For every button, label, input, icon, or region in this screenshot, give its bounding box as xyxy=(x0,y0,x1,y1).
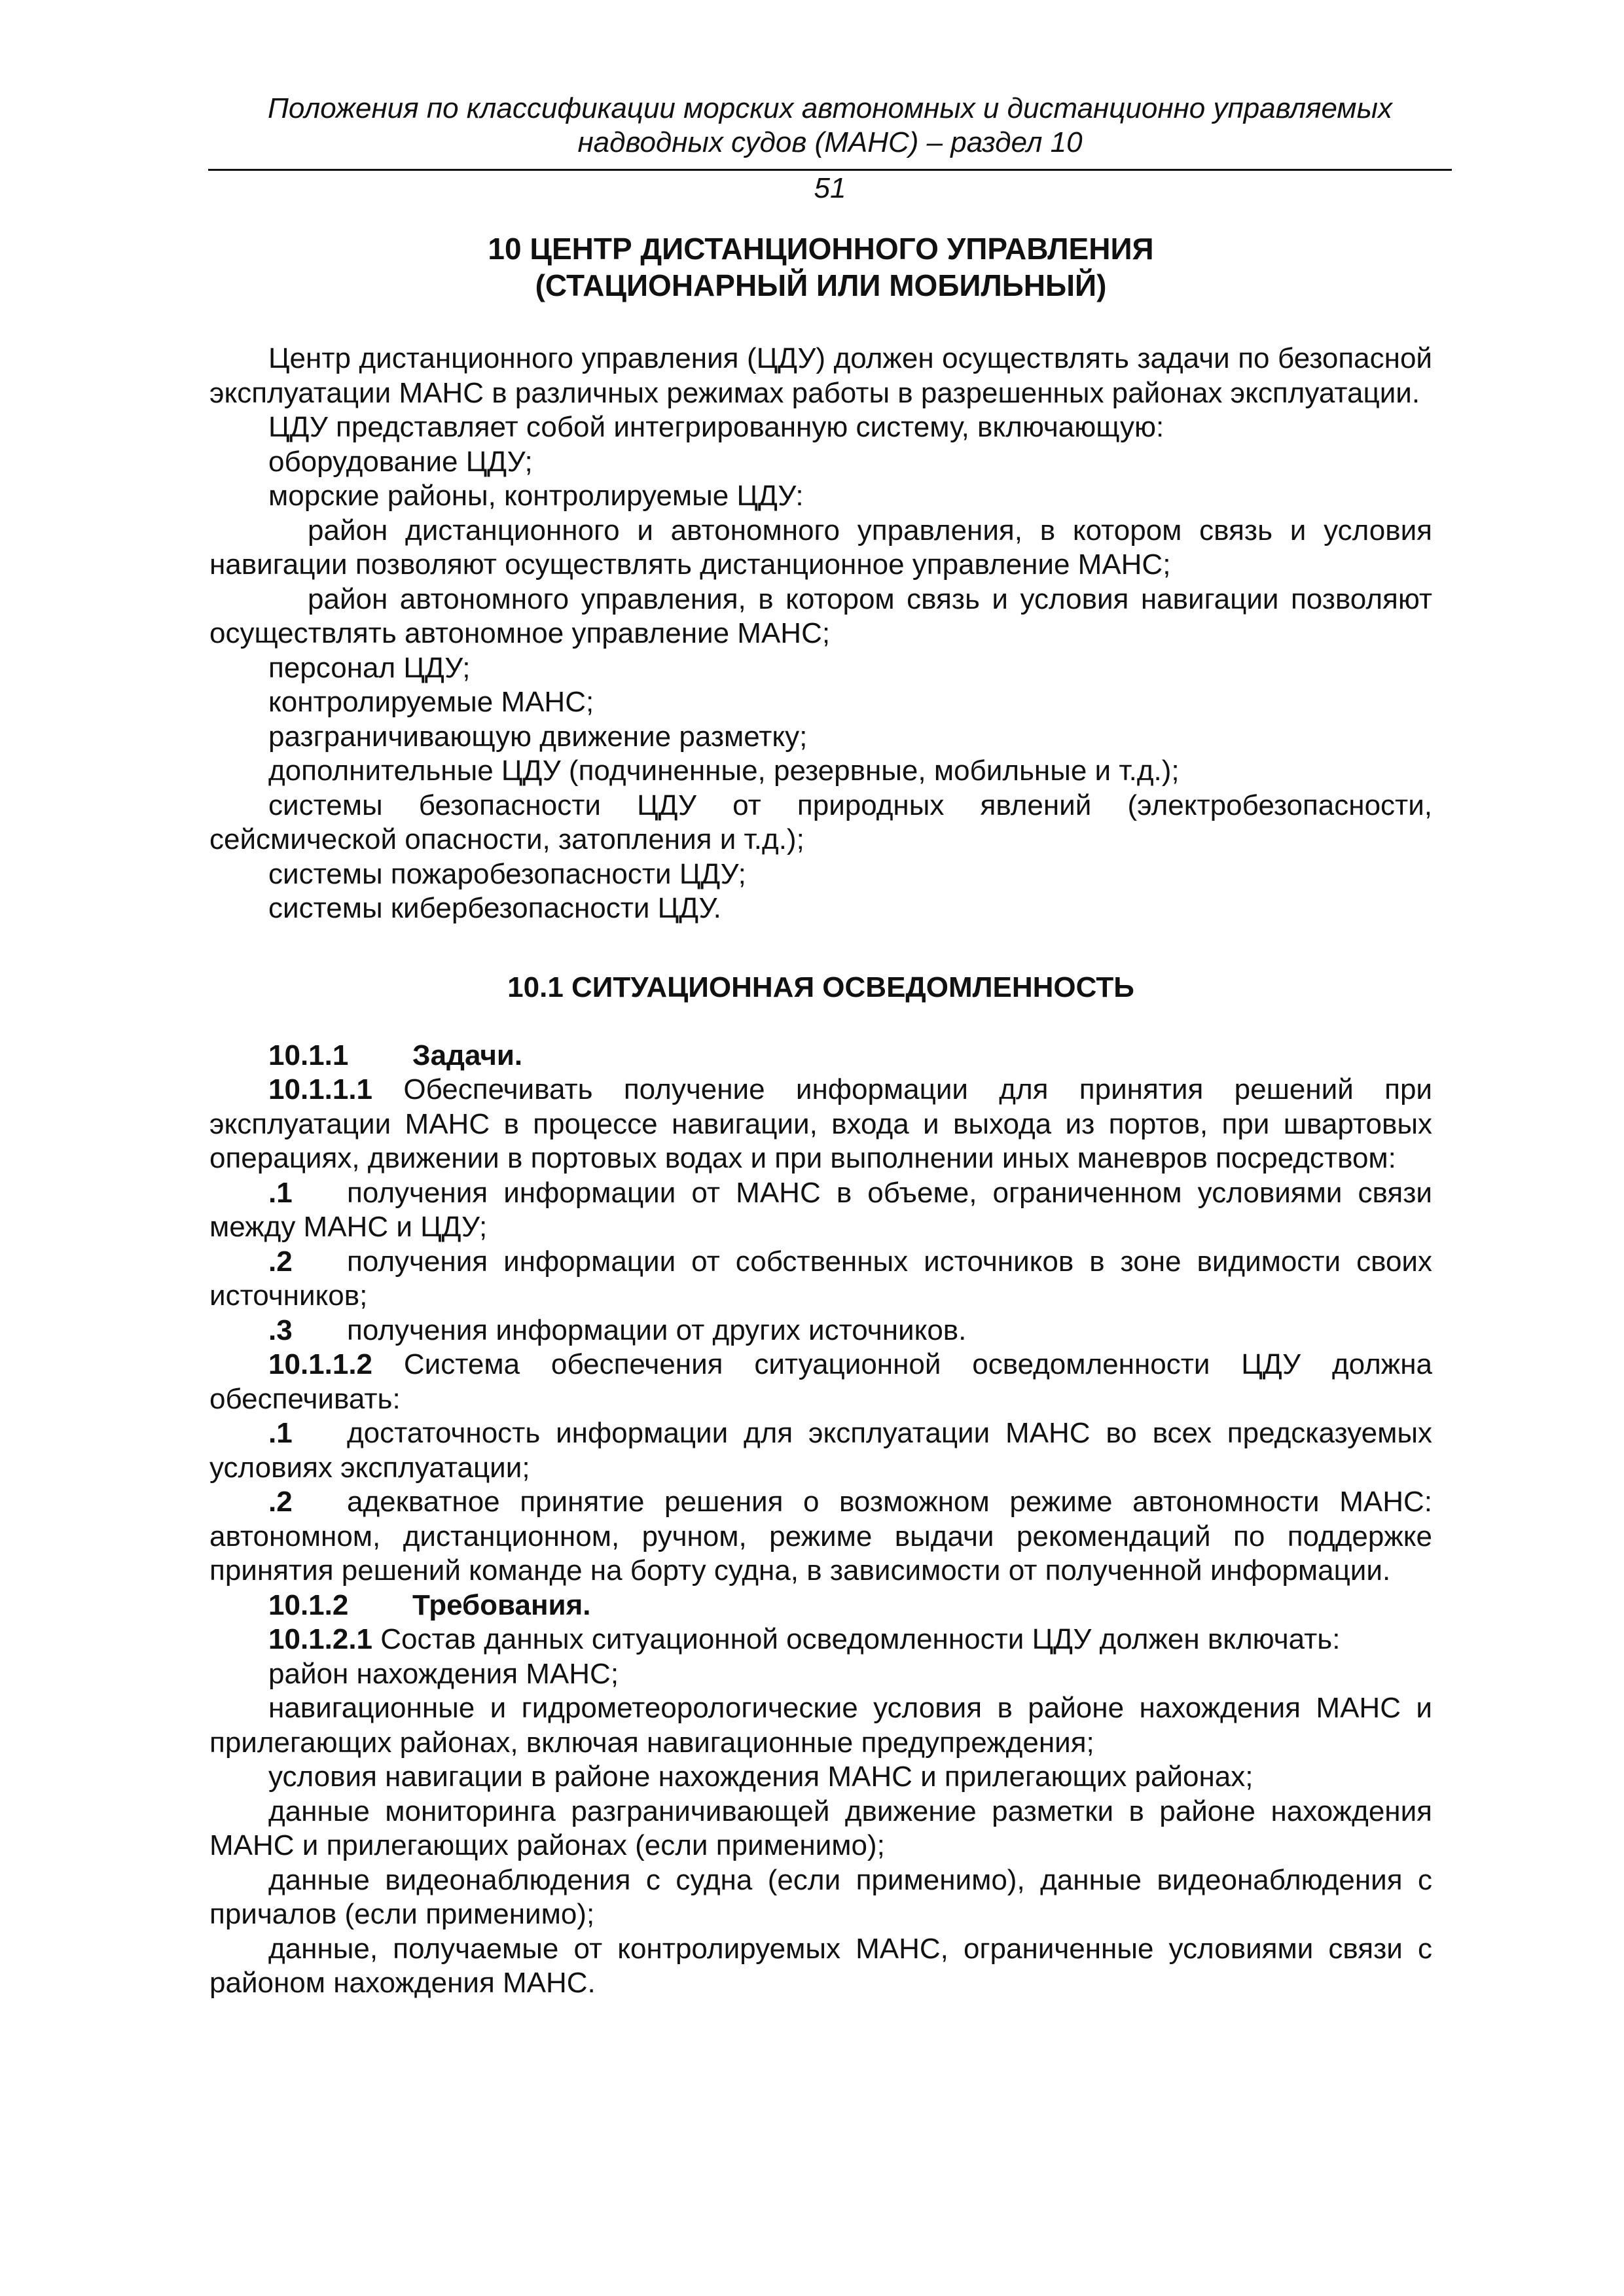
clause-paragraph xyxy=(209,1073,1432,1176)
subsection-number: 10.1.1 xyxy=(268,1039,349,1071)
clause-text: Система обеспечения ситуационной осведомленности ЦДУ должна обеспечивать: xyxy=(209,1348,1432,1415)
intro-paragraph: Центр дистанционного управления (ЦДУ) должен осуществлять задачи по безопасной эксплуатации МАНС в различных режимах работы в разрешенных районах эксплуатации. xyxy=(209,342,1432,409)
data-item: навигационные и гидрометеорологические условия в районе нахождения МАНС и прилегающих районах, включая навигационные предупреждения; xyxy=(209,1692,1432,1759)
list-item-text: получения информации от собственных источников в зоне видимости своих источников; xyxy=(209,1245,1432,1312)
list-item-text: достаточность информации для эксплуатации МАНС во всех предсказуемых условиях эксплуатации; xyxy=(209,1417,1432,1484)
list-item-number: .1 xyxy=(268,1176,293,1209)
composition-item: контролируемые МАНС; xyxy=(268,686,594,718)
clause-paragraph xyxy=(209,1348,1432,1416)
list-item xyxy=(209,1176,1432,1245)
data-item: район нахождения МАНС; xyxy=(268,1657,619,1690)
header-line-1: Положения по классификации морских автономных и дистанционно управляемых xyxy=(268,92,1392,124)
data-item: данные мониторинга разграничивающей движение разметки в районе нахождения МАНС и прилегающих районах (если применимо); xyxy=(209,1795,1432,1861)
running-header xyxy=(208,92,1452,160)
list-item xyxy=(209,1485,1432,1588)
composition-item: персонал ЦДУ; xyxy=(268,651,471,684)
subsection-heading-text: Требования. xyxy=(412,1588,591,1621)
chapter-title-line-2: (СТАЦИОНАРНЫЙ ИЛИ МОБИЛЬНЫЙ) xyxy=(535,268,1107,302)
composition-item: дополнительные ЦДУ (подчиненные, резервные, мобильные и т.д.); xyxy=(268,755,1180,787)
data-item: данные видеонаблюдения с судна (если применимо), данные видеонаблюдения с причалов (если применимо); xyxy=(209,1863,1432,1930)
composition-subitem: район автономного управления, в котором связь и условия навигации позволяют осуществлять автономное управление МАНС; xyxy=(209,583,1432,649)
clause-text: Состав данных ситуационной осведомленности ЦДУ должен включать: xyxy=(380,1623,1341,1655)
list-item-text: получения информации от МАНС в объеме, ограниченном условиями связи между МАНС и ЦДУ; xyxy=(209,1176,1432,1243)
data-item: данные, получаемые от контролируемых МАНС, ограниченные условиями связи с районом нахождения МАНС. xyxy=(209,1932,1432,1999)
list-item xyxy=(209,1416,1432,1485)
clause-number: 10.1.2.1 xyxy=(268,1623,373,1655)
composition-item: оборудование ЦДУ; xyxy=(268,445,533,478)
composition-item: морские районы, контролируемые ЦДУ: xyxy=(268,480,804,512)
chapter-title xyxy=(209,230,1432,304)
intro-composition: ЦДУ представляет собой интегрированную систему, включающую: xyxy=(268,411,1164,443)
composition-subitem: район дистанционного и автономного управления, в котором связь и условия навигации позволяют осуществлять дистанционное управление МАНС; xyxy=(209,514,1432,581)
subsection-heading xyxy=(209,1588,1432,1623)
chapter-title-line-1: 10 ЦЕНТР ДИСТАНЦИОННОГО УПРАВЛЕНИЯ xyxy=(488,232,1154,266)
list-item-number: .2 xyxy=(268,1486,293,1518)
clause-paragraph xyxy=(209,1623,1432,1657)
list-item-number: .3 xyxy=(268,1314,293,1346)
document-body xyxy=(209,230,1432,2001)
list-item-text: адекватное принятие решения о возможном режиме автономности МАНС: автономном, дистанционном, ручном, режиме выдачи рекомендаций по поддержке принятия решений команде на борту судна, в зависимости от полученной информации. xyxy=(209,1486,1432,1587)
clause-number: 10.1.1.2 xyxy=(268,1348,373,1380)
list-item xyxy=(209,1314,1432,1348)
data-item: условия навигации в районе нахождения МАНС и прилегающих районах; xyxy=(268,1761,1254,1793)
page-number: 51 xyxy=(814,172,846,204)
list-item-number: .2 xyxy=(268,1245,293,1278)
subsection-heading-text: Задачи. xyxy=(412,1039,523,1071)
composition-item: разграничивающую движение разметку; xyxy=(268,720,808,753)
list-item-number: .1 xyxy=(268,1417,293,1449)
composition-item: системы пожаробезопасности ЦДУ; xyxy=(268,857,746,890)
subsection-number: 10.1.2 xyxy=(268,1588,349,1621)
subsection-heading xyxy=(209,1039,1432,1073)
header-divider xyxy=(208,169,1452,171)
composition-item: системы кибербезопасности ЦДУ. xyxy=(268,892,721,924)
header-line-2: надводных судов (МАНС) – раздел 10 xyxy=(577,126,1083,158)
list-item xyxy=(209,1245,1432,1314)
composition-item: системы безопасности ЦДУ от природных явлений (электробезопасности, сейсмической опасности, затопления и т.д.); xyxy=(209,789,1432,855)
list-item-text: получения информации от других источников. xyxy=(347,1314,967,1346)
clause-number: 10.1.1.1 xyxy=(268,1073,373,1105)
clause-text: Обеспечивать получение информации для принятия решений при эксплуатации МАНС в процессе навигации, входа и выхода из портов, при швартовых операциях, движении в портовых водах и при выполнении иных маневров посредством: xyxy=(209,1073,1432,1174)
section-title: 10.1 СИТУАЦИОННАЯ ОСВЕДОМЛЕННОСТЬ xyxy=(507,971,1134,1003)
